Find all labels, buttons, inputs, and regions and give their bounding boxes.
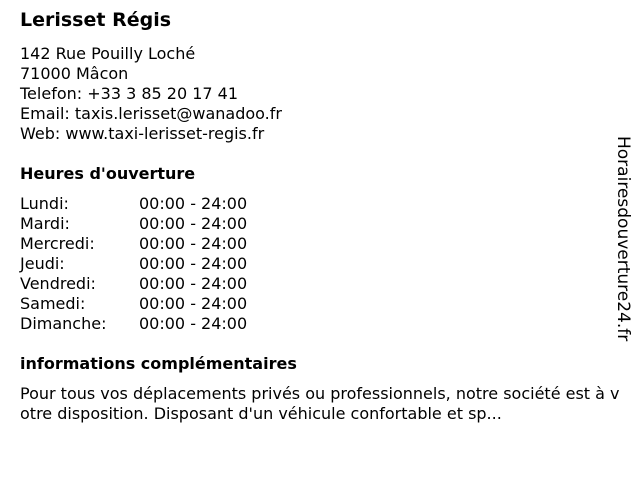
time-range: 00:00 - 24:00 xyxy=(139,194,248,213)
contact-block xyxy=(20,44,282,144)
city: 71000 Mâcon xyxy=(20,64,129,83)
time-range: 00:00 - 24:00 xyxy=(139,234,248,253)
website: Web: www.taxi-lerisset-regis.fr xyxy=(20,124,265,143)
hours-row-samedi xyxy=(20,294,280,314)
time-range: 00:00 - 24:00 xyxy=(139,254,248,273)
street-address: 142 Rue Pouilly Loché xyxy=(20,44,196,63)
hours-row-jeudi xyxy=(20,254,280,274)
time-range: 00:00 - 24:00 xyxy=(139,274,248,293)
hours-row-vendredi xyxy=(20,274,280,294)
hours-row-mardi xyxy=(20,214,280,234)
day-label: Dimanche: xyxy=(20,314,107,333)
additional-info-heading: informations complémentaires xyxy=(20,354,297,373)
hours-row-mercredi xyxy=(20,234,280,254)
site-watermark: Horairesdouverture24.fr xyxy=(613,136,633,342)
additional-info-text: Pour tous vos déplacements privés ou professionnels, notre société est à votre disposition. Disposant d'un véhicule confortable et sp... xyxy=(20,384,620,423)
email-address: Email: taxis.lerisset@wanadoo.fr xyxy=(20,104,282,123)
hours-row-lundi xyxy=(20,194,280,214)
hours-row-dimanche xyxy=(20,314,280,334)
time-range: 00:00 - 24:00 xyxy=(139,314,248,333)
business-name: Lerisset Régis xyxy=(20,9,172,31)
day-label: Samedi: xyxy=(20,294,86,313)
day-label: Mardi: xyxy=(20,214,70,233)
time-range: 00:00 - 24:00 xyxy=(139,294,248,313)
day-label: Mercredi: xyxy=(20,234,95,253)
day-label: Vendredi: xyxy=(20,274,96,293)
day-label: Jeudi: xyxy=(20,254,65,273)
time-range: 00:00 - 24:00 xyxy=(139,214,248,233)
opening-hours-heading: Heures d'ouverture xyxy=(20,164,196,183)
day-label: Lundi: xyxy=(20,194,69,213)
opening-hours-table xyxy=(20,194,280,334)
phone-number: Telefon: +33 3 85 20 17 41 xyxy=(20,84,239,103)
